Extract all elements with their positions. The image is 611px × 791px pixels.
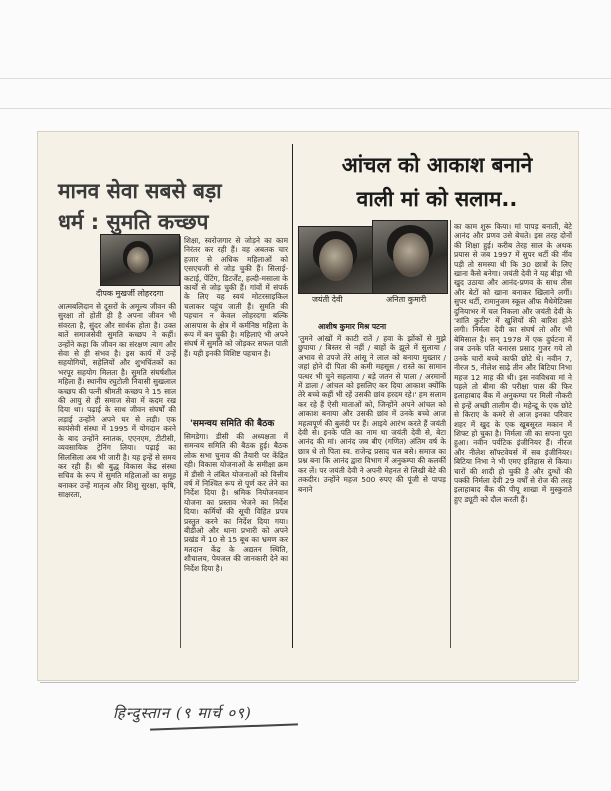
jayanti-devi-caption: जयंती देवी	[312, 295, 343, 304]
scan-line	[0, 78, 611, 79]
left-photo-caption: दीपक मुखर्जी लोहरदगा	[96, 289, 164, 298]
photo-face	[319, 239, 353, 281]
anita-kumari-photo	[372, 220, 448, 294]
right-article-column-1	[298, 334, 446, 650]
right-article-headline	[298, 148, 576, 216]
coordination-meeting-subhead: 'समन्वय समिति की बैठक	[190, 419, 275, 429]
left-article-column-2	[184, 236, 288, 410]
sumati-photo	[100, 234, 180, 286]
left-col2-top-text: शिक्षा, स्वरोजगार से जोड़ने का काम निरंतर कर रही हैं। वह अबतक चार हजार से अधिक महिलाओं को एसएचजी से जोड़ चुकी हैं। सिलाई-कटाई, पेंटिंग, डिटर्जेंट, हल्दी-मसाला के कार्यों से जोड़ चुकी हैं। गांवों में संपर्क के लिए यह स्वयं मोटरसाइकिल चलाकर पहुंच जाती हैं। सुमति की पहचान न केवल लोहरदगा बल्कि आसपास के क्षेत्र में कर्मनिष्ठ महिला के रूप में बन चुकी है। महिलाएं भी अपने संघर्ष में सुमति को जोड़कर सफल पाती हैं। यही इनकी विशिष्ट पहचान है।	[184, 236, 288, 358]
left-article-headline	[58, 176, 290, 238]
left-headline-line1: मानव सेवा सबसे बड़ा	[58, 179, 222, 203]
scan-line	[0, 108, 611, 109]
right-headline-line2: वाली मां को सलाम..	[356, 187, 518, 211]
left-col1-text: आत्मबलिदान से दूसरों के अमूल्य जीवन की सुरक्षा तो होती ही है अपना जीवन भी संवरता है, सुंदर और सार्थक होता है। उक्त बातें समाजसेवी सुमति कच्छप ने कहीं। उन्होंने कहा कि जीवन का संरक्षण त्याग और सेवा से ही संभव है। इस कार्य में उन्हें सहयोगियों, सहेलियों और शुभचिंतकों का भरपूर सहयोग मिलता है। सुमति संघर्षशील महिला हैं। स्थानीय रघुटोली निवासी सुखलाल कच्छप की पत्नी श्रीमती कच्छप ने 15 साल की आयु से ही समाज सेवा में कदम रख दिया था। पढ़ाई के साथ जीवन संघर्षों की लड़ाई उन्होंने अपने घर से लड़ी। एक स्वयंसेवी संस्था में 1995 में योगदान करने के बाद उन्होंने स्नातक, एएनएम, टीटीसी, व्यवसायिक ट्रेनिंग लिया। पढ़ाई का सिलसिला अब भी जारी है। यह इन्हें से समय कर रही हैं। श्री बुद्ध विकास केंद्र संस्था सचिव के रूप में सुमति महिलाओं का समूह बनाकर उन्हें मातृत्व और शिशु सुरक्षा, कृषि, साक्षरता,	[58, 302, 176, 500]
left-article-column-1	[58, 302, 176, 647]
photo-face	[393, 233, 429, 277]
photo-face	[127, 247, 149, 273]
coordination-meeting-text: सिमडेगा। डीसी की अध्यक्षता में समन्वय समिति की बैठक हुई। बैठक लोक सभा चुनाव की तैयारी पर केंद्रित रही। विकास योजनाओं के समीक्षा क्रम में डीसी ने लंबित योजनाओं को वित्तीय वर्ष में निश्चित रूप से पूर्ण कर लेने का निर्देश दिया है। श्रमिक नियोजनवान योजना का प्रस्ताव भेजने का निर्देश दिया। कर्मियों की सूची विहित प्रपत्र प्रस्तुत करने का निर्देश दिया गया। बीडीओ और थाना प्रभारी को अपने प्रखंड में 10 से 15 बूथ का भ्रमण कर मतदान केंद्र के अद्यतन स्थिति, शौचालय, पेयजल की जानकारी देने का निर्देश दिया है।	[184, 432, 288, 573]
clipping-bottom-edge	[40, 682, 576, 683]
column-divider	[450, 220, 451, 648]
jayanti-devi-photo	[298, 226, 374, 294]
right-article-column-2	[454, 222, 572, 648]
right-col1-text: 'तुमने आंखों में काटी रातें / हवा के झोंकों से मुझे छुपाया / बिस्तर से नहीं / बाहों के झूले में सुलाया / अभाव से उपजे तेरे आंसू ने लाल को बनाया मुख्तार / जहां होने दी पिता की कमी महसूस / रास्ते का सामान पत्थर भी चुने सहलाया / बड़े जतन से पाला / अरमानों में डाला / आंचल को इसलिए कर दिया आकाश क्योंकि तेरे बच्चे कहीं भी रहें उसकी छांव हरदम रहे।' हम सलाम कर रहे हैं ऐसी माताओं को, जिन्होंने अपने आंचल को आकाश बनाया और उसकी छांव में उनके बच्चे आज महत्वपूर्ण की बुलंदी पर हैं। आइये आरंभ करते हैं जयंती देवी से। इनके पति का नाम था जयंती देवी से, बेटा आनंद की मां। आनंद जब बीए (गणित) अंतिम वर्ष के छात्र थे तो पिता स्व. राजेन्द्र प्रसाद चल बसे। समाज का प्रश्न बना कि आनंद द्वारा विभाग में अनुकम्पा की कलर्की कर लें। पर जयंती देवी ने अपनी मेहनत से लिखी बेटे की तकदीर। उन्होंने महज 500 रुपए की पूंजी से पापड़ बनाने	[298, 334, 446, 494]
left-headline-line2: धर्म : सुमति कच्छप	[58, 210, 209, 234]
anita-kumari-caption: अनिता कुमारी	[386, 295, 427, 304]
column-divider	[180, 236, 181, 648]
right-col2-text: का काम शुरू किया। मां पापड़ बनाती, बेटे आनंद और प्रणव उसे बेचते। इस तरह दोनों की शिक्षा हुई। करीब तेरह साल के अथक प्रयास से जब 1997 में सुपर थर्टी की नींव पड़ी तो समस्या थी कि 30 छात्रों के लिए खाना कैसे बनेगा। जयंती देवी ने यह बीड़ा भी खुद उठाया और आनंद-प्रणव के साथ तीस और बेटों को खाना बनाकर खिलाने लगीं। सुपर थर्टी, रामानुजम स्कूल ऑफ मैथेमेटिक्स दुनियाभर में चल निकला और जयंती देवी के 'शांति कुटीर' में खुशियों की बारिश होने लगी। निर्मला देवी का संघर्ष तो और भी बेमिसाल है। सन् 1978 में एक दुर्घटना में जब उनके पति बनारस प्रसाद गुजर गये तो उनके चारों बच्चे काफी छोटे थे। नवीन 7, नीरज 5, नीलेश साढ़े तीन और बिटिया निभा महज 12 माह की थी। इस नवविधवा मां ने पहले तो बीमा की परीक्षा पास की फिर इलाहाबाद बैंक में अनुकम्पा पर मिली नौकरी से इन्हें अच्छी तालीम दी। महेन्द्रू के एक छोटे से किराए के कमरे से आज इनका परिवार शहर में खुद के एक खूबसूरत मकान में शिफ्ट हो चुका है। निर्मला जी का सपना पूरा हुआ। नवीन पर्यटिक इंजीनियर हैं। नीरज और नीलेश सॉफ्टवेयर्स में सब इंजीनियर। बिटिया निभा ने भी एमए इतिहास से किया। चारों की शादी हो चुकी है और दुग्धों की पक्की निर्मला देवी 29 वर्षों से रोज की तरह इलाहाबाद बैंक की पीयू शाखा में मुस्कुराते हुए ड्यूटी को दौल करती हैं।	[454, 222, 572, 504]
right-headline-line1: आंचल को आकाश बनाने	[341, 153, 533, 177]
coordination-meeting-column	[184, 432, 288, 648]
article-byline: आशीष कुमार मिश्र पटना	[318, 322, 387, 331]
handwritten-source-note: हिन्दुस्तान (९ मार्च ०९)	[113, 704, 252, 722]
article-divider	[292, 144, 293, 648]
